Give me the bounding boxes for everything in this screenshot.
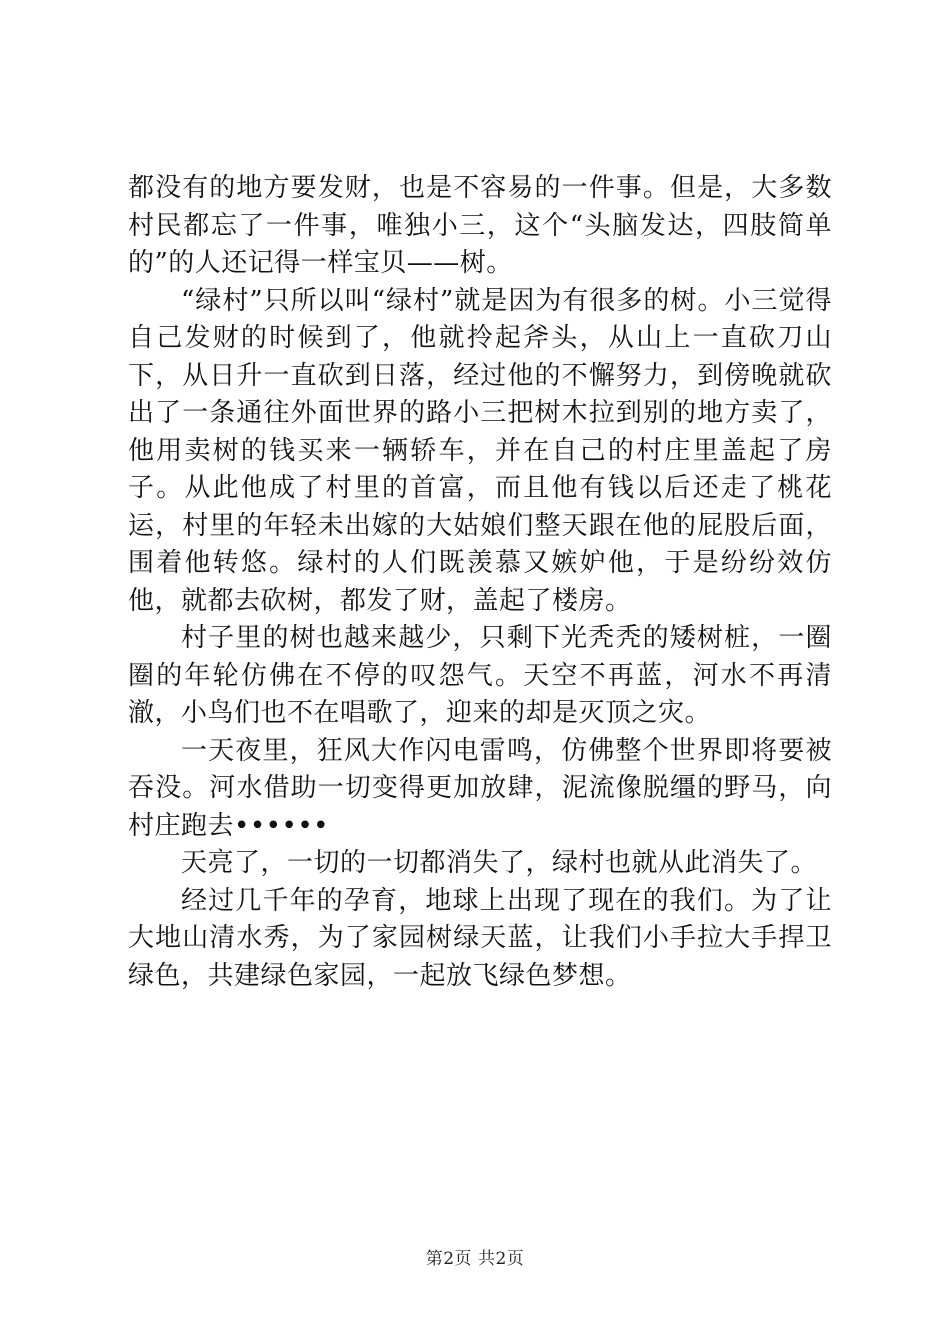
paragraph-storm-night: 一天夜里，狂风大作闪电雷鸣，仿佛整个世界即将要被吞没。河水借助一切变得更加放肆，泥流像脱缰的野马，向村庄跑去•••••• [128, 735, 832, 841]
paragraph-fewer-trees: 村子里的树也越来越少，只剩下光秃秃的矮树桩，一圈圈的年轮仿佛在不停的叹怨气。天空不再蓝，河水不再清澈，小鸟们也不在唱歌了，迎来的却是灭顶之灾。 [128, 623, 832, 728]
page-footer: 第2页 共2页 [425, 1249, 525, 1269]
paragraph-conclusion: 经过几千年的孕育，地球上出现了现在的我们。为了让大地山清水秀，为了家园树绿天蓝，让我们小手拉大手捍卫绿色，共建绿色家园，一起放飞绿色梦想。 [128, 885, 832, 991]
paragraph-dawn: 天亮了，一切的一切都消失了，绿村也就从此消失了。 [181, 848, 818, 878]
paragraph-green-village: “绿村”只所以叫“绿村”就是因为有很多的树。小三觉得自己发财的时候到了，他就拎起斧头，从山上一直砍刀山下，从日升一直砍到日落，经过他的不懈努力，到傍晚就砍出了一条通往外面世界的路小三把树木拉到别的地方卖了，他用卖树的钱买来一辆轿车，并在自己的村庄里盖起了房子。从此他成了村里的首富，而且他有钱以后还走了桃花运，村里的年轻未出嫁的大姑娘们整天跟在他的屁股后面，围着他转悠。绿村的人们既羡慕又嫉妒他，于是纷纷效仿他，就都去砍树，都发了财，盖起了楼房。 [128, 285, 832, 616]
body-text [128, 170, 832, 995]
paragraph-continuation: 都没有的地方要发财，也是不容易的一件事。但是，大多数村民都忘了一件事，唯独小三，这个“头脑发达，四肢简单的”的人还记得一样宝贝——树。 [128, 173, 832, 278]
